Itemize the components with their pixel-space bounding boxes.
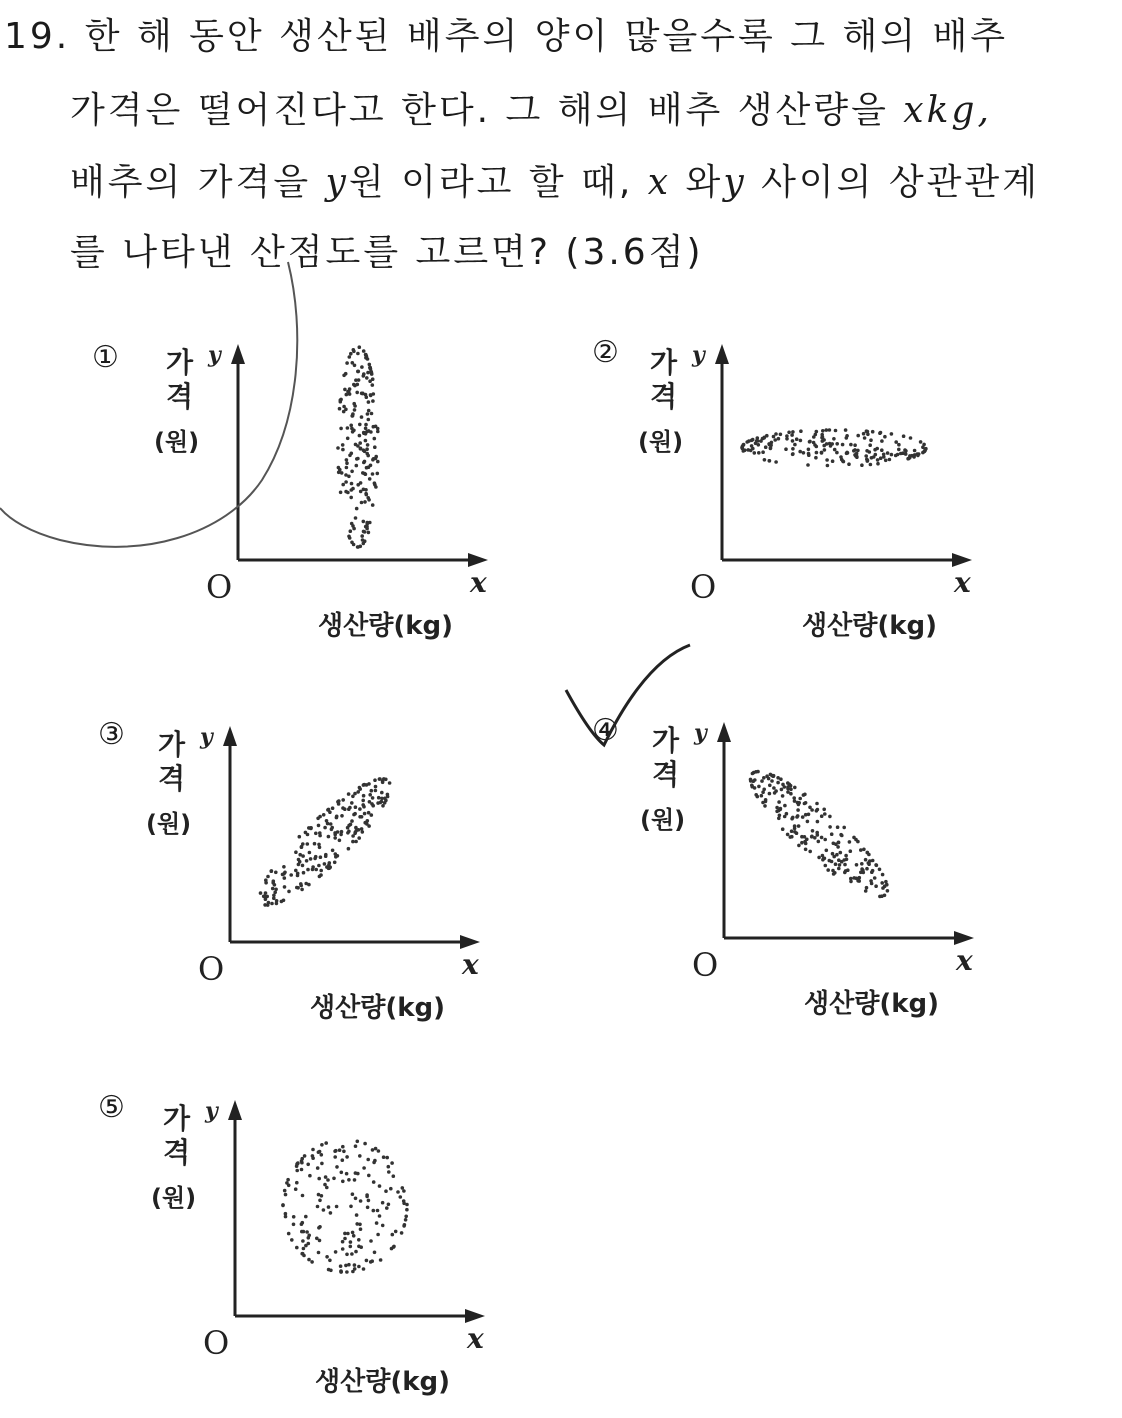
pencil-arc-mark <box>0 262 297 547</box>
question-text-1: 한 해 동안 생산된 배추의 양이 많을수록 그 해의 배추 <box>84 16 1009 57</box>
y-axis-unit: (원) <box>640 806 686 834</box>
origin-label: O <box>206 568 233 606</box>
x-axis-variable: x <box>467 1322 484 1355</box>
y-axis-variable: y <box>205 1098 218 1124</box>
x-axis-label: 생산량(kg) <box>310 993 446 1023</box>
option-marker-1: ① <box>92 340 119 375</box>
y-axis-label: 격 <box>158 762 186 795</box>
y-axis-variable: y <box>208 342 221 368</box>
y-axis-variable: y <box>200 724 213 750</box>
variable-y: y <box>723 162 747 203</box>
y-axis-label: 격 <box>166 380 194 413</box>
x-axis-variable: x <box>954 566 971 599</box>
variable-y: y <box>325 162 349 203</box>
y-axis-label: 가 <box>163 1102 191 1135</box>
x-axis-label: 생산량(kg) <box>802 611 938 641</box>
y-axis-label: 가 <box>166 346 194 379</box>
x-axis-variable: x <box>462 948 479 981</box>
y-axis-unit: (원) <box>151 1184 197 1212</box>
x-axis-label: 생산량(kg) <box>318 611 454 641</box>
question-text-3b: 원 이라고 할 때, <box>348 162 648 203</box>
question-text-3a: 배추의 가격을 <box>70 162 326 203</box>
question-number: 19. <box>4 16 71 57</box>
option-marker-5: ⑤ <box>98 1090 125 1125</box>
y-axis-unit: (원) <box>146 810 192 838</box>
option-marker-2: ② <box>592 335 619 370</box>
y-axis-variable: y <box>692 342 705 368</box>
y-axis-unit: (원) <box>154 428 200 456</box>
x-axis-variable: x <box>956 944 973 977</box>
x-axis-variable: x <box>470 566 487 599</box>
question-text-3c: 와 <box>671 162 724 203</box>
option-marker-4: ④ <box>592 713 619 748</box>
y-axis-label: 가 <box>650 346 678 379</box>
question-text-2a: 가격은 떨어진다고 한다. 그 해의 배추 생산량을 <box>70 90 904 131</box>
y-axis-label: 격 <box>652 758 680 791</box>
origin-label: O <box>690 568 717 606</box>
x-axis-label: 생산량(kg) <box>804 989 940 1019</box>
y-axis-label: 가 <box>652 724 680 757</box>
y-axis-label: 격 <box>650 380 678 413</box>
origin-label: O <box>198 950 225 988</box>
y-axis-variable: y <box>694 720 707 746</box>
y-axis-label: 격 <box>163 1136 191 1169</box>
unit-kg: kg, <box>926 90 992 131</box>
variable-x: x <box>647 162 672 203</box>
question-text-4: 를 나타낸 산점도를 고르면? (3.6점) <box>70 232 704 273</box>
x-axis-label: 생산량(kg) <box>315 1367 451 1397</box>
y-axis-label: 가 <box>158 728 186 761</box>
question-text-3d: 사이의 상관관계 <box>746 162 1040 203</box>
origin-label: O <box>203 1324 230 1362</box>
check-mark-icon <box>566 645 690 745</box>
y-axis-unit: (원) <box>638 428 684 456</box>
variable-x: x <box>903 90 927 131</box>
origin-label: O <box>692 946 719 984</box>
option-marker-3: ③ <box>98 717 125 752</box>
